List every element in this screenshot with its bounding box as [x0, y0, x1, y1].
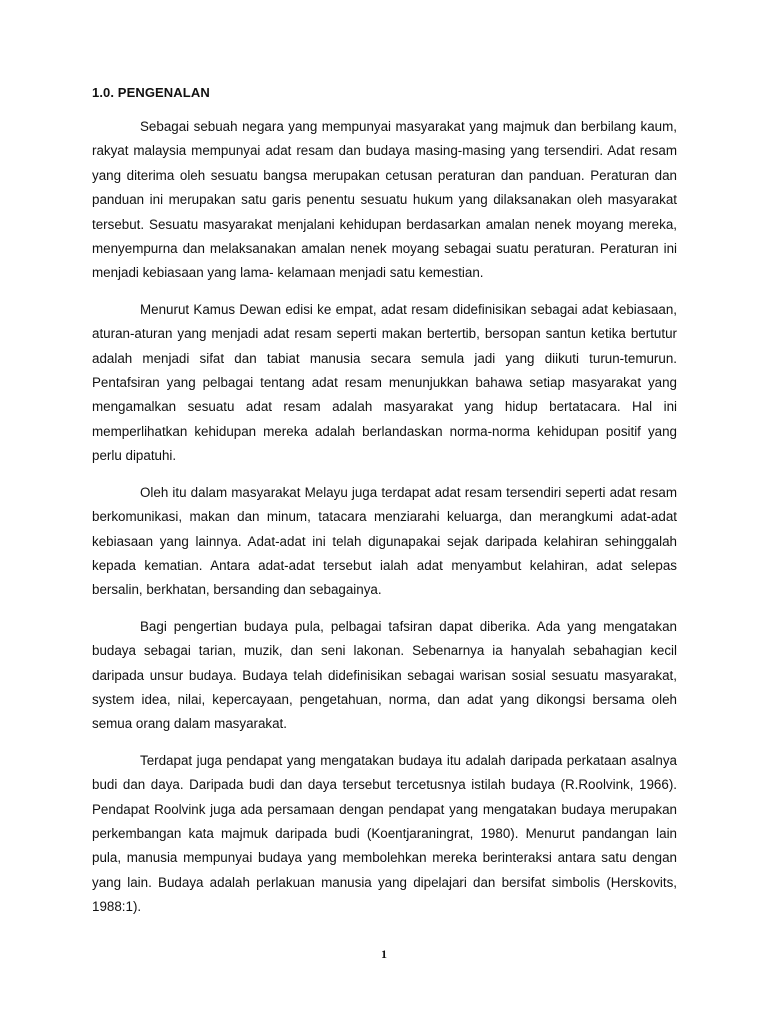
page-number: 1	[381, 947, 387, 961]
paragraph-5: Terdapat juga pendapat yang mengatakan budaya itu adalah daripada perkataan asalnya budi dan daya. Daripada budi dan daya tersebut tercetusnya istilah budaya (R.Roolvink, 1966). Pendapat Roolvink juga ada persamaan dengan pendapat yang mengatakan budaya merupakan perkembangan kata majmuk daripada budi (Koentjaraningrat, 1980). Menurut pandangan lain pula, manusia mempunyai budaya yang membolehkan mereka berinteraksi antara satu dengan yang lain. Budaya adalah perlakuan manusia yang dipelajari dan bersifat simbolis (Herskovits, 1988:1).	[92, 752, 677, 915]
paragraph-1: Sebagai sebuah negara yang mempunyai masyarakat yang majmuk dan berbilang kaum, rakyat malaysia mempunyai adat resam dan budaya masing-masing yang tersendiri. Adat resam yang diterima oleh sesuatu bangsa merupakan cetusan peraturan dan panduan. Peraturan dan panduan ini merupakan satu garis penentu sesuatu hukum yang dilaksanakan oleh masyarakat tersebut. Sesuatu masyarakat menjalani kehidupan berdasarkan amalan nenek moyang mereka, menyempurna dan melaksanakan amalan nenek moyang sebagai suatu peraturan. Peraturan ini menjadi kebiasaan yang lama- kelamaan menjadi satu kemestian.	[92, 119, 677, 281]
paragraph-4: Bagi pengertian budaya pula, pelbagai tafsiran dapat diberika. Ada yang mengatakan budaya sebagai tarian, muzik, dan seni lakonan. Sebenarnya ia hanyalah sebahagian kecil daripada unsur budaya. Budaya telah didefinisikan sebagai warisan sosial sesuatu masyarakat, system idea, nilai, kepercayaan, pengetahuan, norma, dan adat yang dikongsi bersama oleh semua orang dalam masyarakat.	[92, 618, 677, 732]
paragraph-2: Menurut Kamus Dewan edisi ke empat, adat resam didefinisikan sebagai adat kebiasaan, aturan-aturan yang menjadi adat resam seperti makan bertertib, bersopan santun ketika bertutur adalah menjadi sifat dan tabiat manusia secara semula jadi yang diikuti turun-temurun. Pentafsiran yang pelbagai tentang adat resam menunjukkan bahawa setiap masyarakat yang mengamalkan sesuatu adat resam adalah masyarakat yang hidup bertatacara. Hal ini memperlihatkan kehidupan mereka adalah berlandaskan norma-norma kehidupan positif yang perlu dipatuhi.	[92, 301, 677, 464]
section-heading: 1.0. PENGENALAN	[92, 85, 210, 100]
body-text	[92, 115, 677, 932]
paragraph-3: Oleh itu dalam masyarakat Melayu juga terdapat adat resam tersendiri seperti adat resam berkomunikasi, makan dan minum, tatacara menziarahi keluarga, dan merangkumi adat-adat kebiasaan yang lainnya. Adat-adat ini telah digunapakai sejak daripada kelahiran sehinggalah kepada kematian. Antara adat-adat tersebut ialah adat menyambut kelahiran, adat selepas bersalin, berkhatan, bersanding dan sebagainya.	[92, 484, 677, 598]
